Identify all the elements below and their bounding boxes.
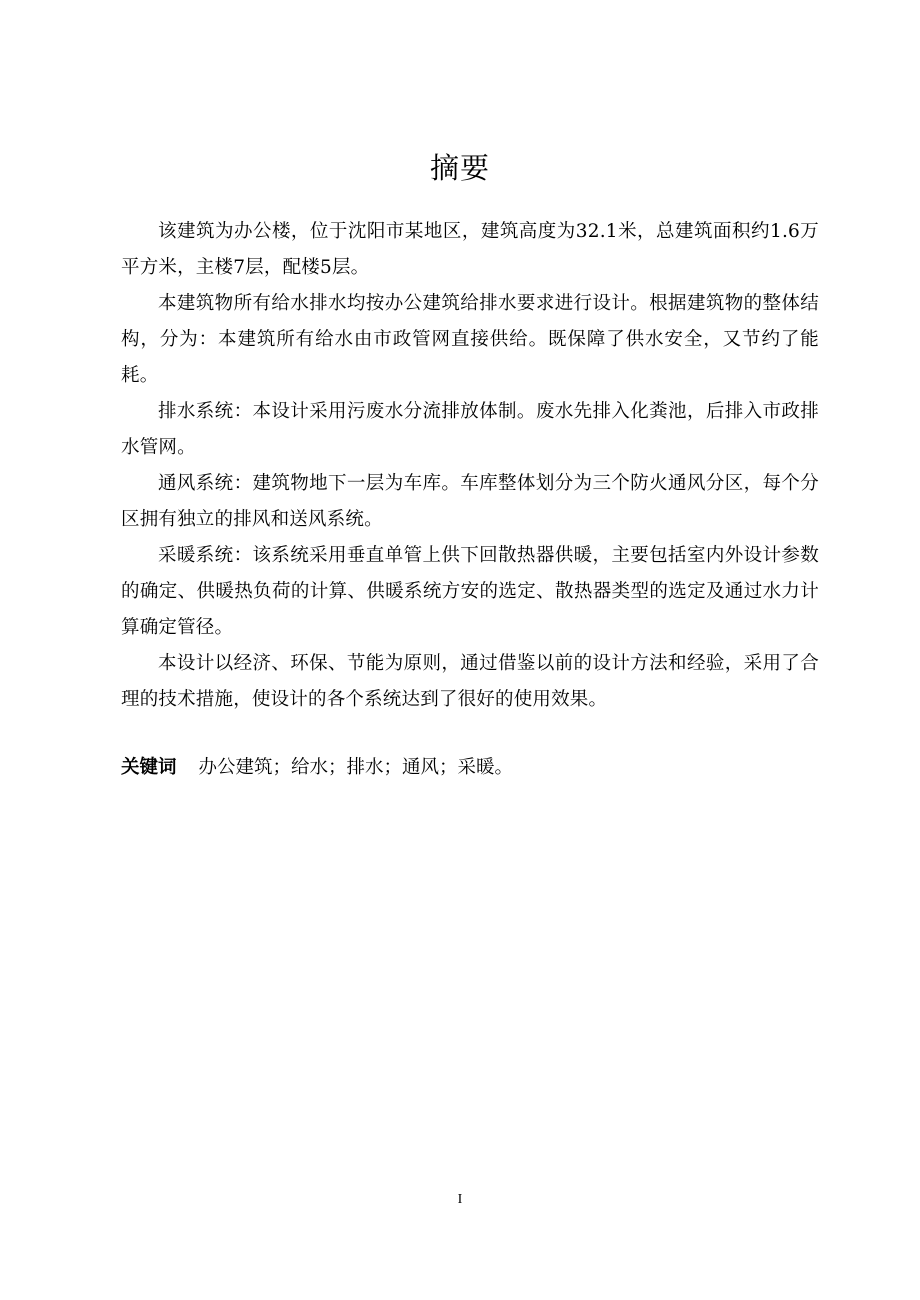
abstract-paragraph-4: 通风系统：建筑物地下一层为车库。车库整体划分为三个防火通风分区，每个分区拥有独立的排风和送风系统。 [121, 473, 819, 530]
abstract-title: 摘要 [429, 151, 490, 185]
keywords-text: 办公建筑；给水；排水；通风；采暖。 [198, 757, 514, 778]
abstract-body [121, 214, 819, 718]
abstract-paragraph-5: 采暖系统：该系统采用垂直单管上供下回散热器供暖，主要包括室内外设计参数的确定、供暖热负荷的计算、供暖系统方安的选定、散热器类型的选定及通过水力计算确定管径。 [121, 545, 819, 638]
abstract-paragraph-6: 本设计以经济、环保、节能为原则，通过借鉴以前的设计方法和经验，采用了合理的技术措施，使设计的各个系统达到了很好的使用效果。 [121, 653, 819, 710]
keywords-label: 关键词 [121, 757, 177, 778]
abstract-paragraph-3: 排水系统：本设计采用污废水分流排放体制。废水先排入化粪池，后排入市政排水管网。 [121, 401, 819, 458]
keywords-line [121, 750, 819, 786]
page-number: I [457, 1192, 463, 1207]
abstract-paragraph-2: 本建筑物所有给水排水均按办公建筑给排水要求进行设计。根据建筑物的整体结构，分为：本建筑所有给水由市政管网直接供给。既保障了供水安全，又节约了能耗。 [121, 293, 819, 386]
abstract-paragraph-1: 该建筑为办公楼，位于沈阳市某地区，建筑高度为32.1米，总建筑面积约1.6万平方米，主楼7层，配楼5层。 [121, 221, 819, 278]
